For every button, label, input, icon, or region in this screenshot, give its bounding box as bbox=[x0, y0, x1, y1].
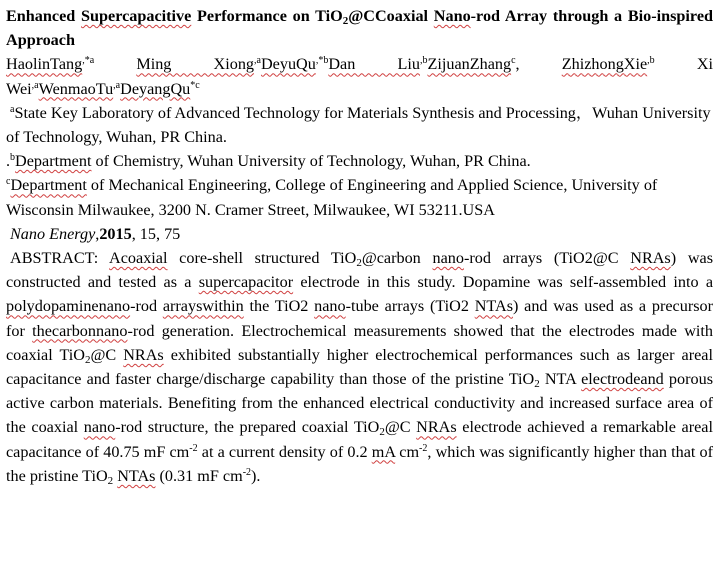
affiliation-mark: c bbox=[6, 176, 11, 188]
author-name: ZijuanZhang bbox=[427, 55, 512, 74]
abstract-subscript: 2 bbox=[107, 474, 114, 487]
author-superscript: ,b bbox=[647, 55, 655, 67]
journal-separator: , bbox=[95, 224, 100, 243]
abstract-text: @C bbox=[90, 345, 124, 364]
affiliation-text: Department bbox=[15, 152, 92, 171]
abstract-text: -rod bbox=[130, 297, 163, 316]
author-superscript: ,a bbox=[254, 55, 261, 67]
abstract-text: mA bbox=[371, 442, 396, 461]
abstract-text: ). bbox=[251, 466, 261, 485]
author-name: ZhizhongXie bbox=[561, 55, 648, 74]
abstract-text: -rod generation. Electrochemical measurements showed that the electrodes made with coaxial TiO bbox=[6, 321, 713, 364]
abstract-text: NRAs bbox=[630, 249, 671, 268]
abstract-text: exhibited substantially higher electrochemical performances such as larger areal capacitance and faster charge/discharge capability than those of the pristine TiO bbox=[6, 345, 713, 389]
abstract-text: nano bbox=[432, 249, 464, 268]
author-name: Dan Liu bbox=[328, 55, 420, 74]
author-name: HaolinTang bbox=[6, 55, 83, 74]
abstract-text: NTAs bbox=[474, 297, 513, 316]
abstract-text: ABSTRACT: bbox=[10, 249, 110, 268]
abstract-text: @carbon bbox=[361, 249, 433, 268]
abstract-text: core-shell structured TiO bbox=[167, 249, 357, 268]
author-superscript: ,a bbox=[31, 79, 39, 91]
abstract-text: nano bbox=[83, 418, 116, 437]
author-list bbox=[6, 52, 713, 76]
affiliation-text: of Mechanical Engineering, College of Engineering and Applied Science, University of Wisconsin Milwaukee, 3200 N. Cramer Street, Milwaukee, WI 53211.USA bbox=[6, 176, 658, 219]
abstract-text: electrode achieved a remarkable areal capacitance of 40.75 mF cm bbox=[6, 418, 713, 461]
author-superscript: ,b bbox=[419, 55, 428, 67]
abstract-text: (0.31 mF cm bbox=[155, 466, 243, 485]
abstract-subscript: 2 bbox=[84, 353, 91, 366]
author-name: DeyuQu bbox=[260, 55, 316, 74]
abstract bbox=[6, 246, 713, 488]
abstract-text: arrayswithin bbox=[162, 297, 244, 316]
affiliation-a bbox=[6, 101, 713, 149]
abstract-text: Acoaxial bbox=[109, 249, 168, 268]
journal-citation bbox=[6, 222, 713, 246]
abstract-text: -rod structure, the prepared coaxial TiO bbox=[115, 418, 380, 437]
abstract-text: ) and was used as a precursor for bbox=[6, 297, 714, 340]
title-text: Performance on TiO bbox=[191, 7, 343, 25]
title-text: @CCoaxial bbox=[348, 7, 434, 25]
author-separator: , bbox=[515, 55, 520, 74]
abstract-subscript: 2 bbox=[356, 257, 362, 270]
author-superscript: *c bbox=[190, 79, 200, 91]
abstract-text: at a current density of 0.2 bbox=[197, 442, 372, 461]
title-subscript: 2 bbox=[342, 15, 349, 27]
abstract-text: polydopaminenano bbox=[6, 297, 131, 316]
affiliation-lead: . bbox=[6, 152, 11, 171]
affiliation-b bbox=[6, 149, 713, 173]
author-name: Xi bbox=[696, 55, 714, 74]
affiliation-mark: b bbox=[10, 152, 16, 164]
author-name: DeyangQu bbox=[120, 79, 191, 98]
abstract-text: thecarbonnano bbox=[32, 321, 128, 340]
abstract-text: cm bbox=[395, 442, 420, 461]
abstract-text: the TiO2 bbox=[243, 297, 315, 316]
journal-year: 2015 bbox=[99, 224, 132, 243]
author-superscript: ,*b bbox=[315, 55, 329, 67]
title-text: Nano bbox=[433, 7, 471, 25]
journal-volume-pages: , 15, 75 bbox=[131, 224, 181, 243]
abstract-text: -rod arrays (TiO2@C bbox=[463, 249, 631, 268]
author-name: WenmaoTu bbox=[38, 79, 114, 98]
author-name: Wei bbox=[6, 79, 32, 98]
affiliation-mark: a bbox=[10, 103, 15, 115]
affiliation-text: State Key Laboratory of Advanced Technology for Materials Synthesis and Processing，Wuhan University of Technology, Wuhan, PR China. bbox=[6, 103, 711, 147]
abstract-text: NRAs bbox=[123, 345, 164, 364]
author-superscript: ,a bbox=[113, 79, 121, 91]
abstract-subscript: 2 bbox=[379, 426, 385, 439]
author-list-continued bbox=[6, 77, 713, 101]
affiliation-c bbox=[6, 173, 713, 221]
title-text: Supercapacitive bbox=[81, 7, 192, 25]
title-text: Enhanced bbox=[6, 7, 81, 25]
title-text: -rod Array through a Bio-inspired Approach bbox=[6, 7, 714, 50]
abstract-text: porous active carbon materials. Benefiting from the enhanced electrical conductivity and increased surface area of the coaxial bbox=[6, 370, 713, 437]
abstract-text: @C bbox=[384, 418, 417, 437]
abstract-text: nano bbox=[314, 297, 346, 316]
abstract-text: electrodeand bbox=[581, 370, 664, 389]
author-name: Ming Xiong bbox=[136, 55, 255, 74]
abstract-text: NRAs bbox=[416, 418, 457, 437]
journal-name: Nano Energy bbox=[10, 224, 96, 243]
affiliation-text: of Chemistry, Wuhan University of Technology, Wuhan, PR China. bbox=[91, 152, 531, 171]
abstract-superscript: -2 bbox=[189, 442, 198, 454]
abstract-superscript: -2 bbox=[242, 466, 252, 478]
paper-title bbox=[6, 4, 713, 52]
abstract-text: ) was constructed and tested as a bbox=[6, 249, 713, 292]
abstract-subscript: 2 bbox=[534, 378, 540, 391]
abstract-text: supercapacitor bbox=[198, 273, 294, 292]
abstract-text: , which was significantly higher than that of the pristine TiO bbox=[6, 442, 713, 485]
abstract-text: electrode in this study. Dopamine was self-assembled into a bbox=[293, 273, 713, 292]
abstract-text: NTA bbox=[539, 370, 582, 389]
author-superscript: ,*a bbox=[82, 55, 95, 67]
abstract-text: NTAs bbox=[117, 466, 156, 485]
author-superscript: c bbox=[511, 55, 516, 67]
abstract-superscript: -2 bbox=[419, 442, 428, 454]
abstract-text: -tube arrays (TiO2 bbox=[345, 297, 475, 316]
affiliation-text: Department bbox=[10, 176, 87, 195]
